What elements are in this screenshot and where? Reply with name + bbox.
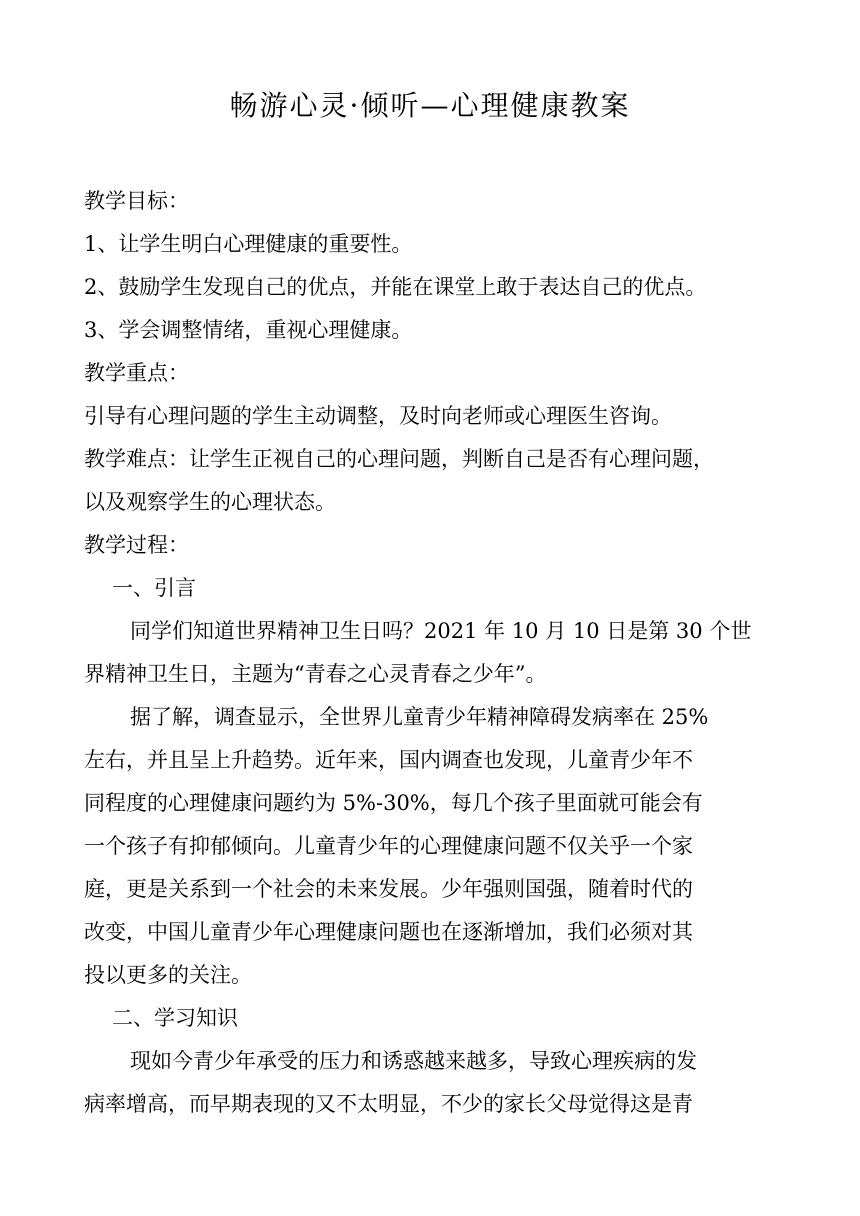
paragraph-line: 病率增高，而早期表现的又不太明显，不少的家长父母觉得这是青: [84, 1092, 693, 1116]
paragraph-line: 改变，中国儿童青少年心理健康问题也在逐渐增加，我们必须对其: [84, 920, 693, 944]
difficulties-text-line-2: 以及观察学生的心理状态。: [84, 490, 336, 514]
paragraph-line: 投以更多的关注。: [84, 963, 252, 987]
goal-item-1: 1、让学生明白心理健康的重要性。: [84, 232, 413, 256]
paragraph-line: 界精神卫生日，主题为“青春之心灵青春之少年”。: [84, 662, 547, 686]
paragraph-line: 同学们知道世界精神卫生日吗？2021 年 10 月 10 日是第 30 个世: [130, 619, 752, 643]
goal-item-2: 2、鼓励学生发现自己的优点，并能在课堂上敢于表达自己的优点。: [84, 275, 707, 299]
section-heading-introduction: 一、引言: [112, 576, 196, 600]
paragraph-line: 据了解，调查显示，全世界儿童青少年精神障碍发病率在 25%: [130, 705, 709, 729]
paragraph-line: 一个孩子有抑郁倾向。儿童青少年的心理健康问题不仅关乎一个家: [84, 834, 693, 858]
key-points-text: 引导有心理问题的学生主动调整，及时向老师或心理医生咨询。: [84, 404, 672, 428]
document-title: 畅游心灵·倾听—心理健康教案: [229, 89, 631, 122]
heading-teaching-process: 教学过程：: [84, 533, 189, 557]
paragraph-line: 庭，更是关系到一个社会的未来发展。少年强则国强，随着时代的: [84, 877, 693, 901]
section-heading-learning-knowledge: 二、学习知识: [112, 1006, 238, 1030]
paragraph-line: 现如今青少年承受的压力和诱惑越来越多，导致心理疾病的发: [130, 1049, 697, 1073]
paragraph-line: 同程度的心理健康问题约为 5%-30%，每几个孩子里面就可能会有: [84, 791, 703, 815]
goal-item-3: 3、学会调整情绪，重视心理健康。: [84, 318, 413, 342]
difficulties-text-line-1: 教学难点：让学生正视自己的心理问题，判断自己是否有心理问题，: [84, 447, 714, 471]
heading-key-points: 教学重点：: [84, 361, 189, 385]
paragraph-line: 左右，并且呈上升趋势。近年来，国内调查也发现，儿童青少年不: [84, 748, 693, 772]
heading-teaching-goals: 教学目标：: [84, 189, 189, 213]
